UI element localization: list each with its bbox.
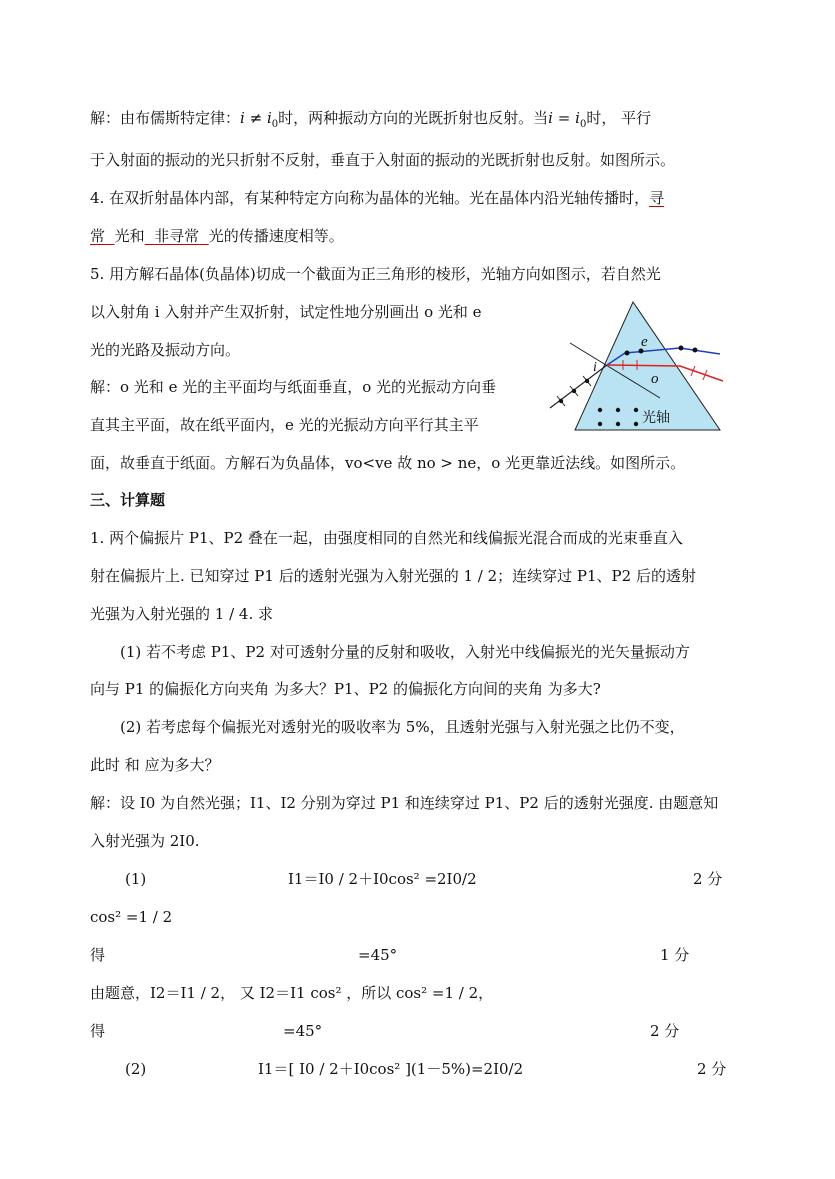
- q5-line1: 5. 用方解石晶体(负晶体)切成一个截面为正三角形的棱形，光轴方向如图示，若自然光: [90, 265, 661, 283]
- axis-dot: [616, 408, 620, 412]
- calc1-line3: 光强为入射光强的 1 / 4. 求: [90, 605, 273, 623]
- answer3-line2: 于入射面的振动的光只折射不反射，垂直于入射面的振动的光既折射也反射。如图所示。: [90, 151, 676, 169]
- q4-line1: [90, 188, 664, 208]
- sub-0: 0: [271, 119, 279, 130]
- var-i0: i: [266, 109, 272, 127]
- work-row3-label: 得: [90, 946, 106, 964]
- label-axis: 光轴: [642, 410, 670, 426]
- work-row2: cos² =1 / 2: [90, 908, 173, 926]
- work-row6-equation: I1＝[ I0 / 2＋I0cos² ](1－5%)=2I0/2: [258, 1060, 524, 1078]
- prism-figure: [545, 298, 725, 434]
- work-row5-label: 得: [90, 1022, 106, 1040]
- work-row5-score: 2 分: [650, 1022, 680, 1040]
- eq-sign: =: [557, 109, 571, 127]
- answer3-text-mid: 时，两种振动方向的光既折射也反射。当: [278, 109, 549, 127]
- work-row3-score: 1 分: [660, 946, 690, 964]
- q4-line2: [90, 226, 344, 246]
- q4-text: 4. 在双折射晶体内部，有某种特定方向称为晶体的光轴。光在晶体内沿光轴传播时，: [90, 189, 650, 207]
- work-row6-score: 2 分: [697, 1060, 727, 1078]
- work-row1-label: (1): [125, 870, 147, 888]
- incident-dot: [559, 399, 563, 403]
- var-i: i: [240, 109, 245, 127]
- neq-sign: ≠: [249, 109, 263, 127]
- e-dot: [625, 351, 630, 356]
- q4-blank1-cont: 常: [90, 227, 106, 245]
- q5-sol2: 直其主平面，故在纸平面内，e 光的光振动方向平行其主平: [90, 416, 479, 434]
- q4-mid: 光和: [114, 227, 145, 245]
- q5-line3: 光的光路及振动方向。: [90, 341, 241, 359]
- axis-dot: [616, 422, 620, 426]
- work-row1-score: 2 分: [693, 870, 723, 888]
- calc1-solution2: 入射光强为 2I0.: [90, 832, 200, 850]
- calc1-line1: 1. 两个偏振片 P1、P2 叠在一起，由强度相同的自然光和线偏振光混合而成的光束垂直入: [90, 529, 683, 547]
- work-row4: 由题意，I2＝I1 / 2， 又 I2＝I1 cos² ，所以 cos² =1 / 2，: [90, 984, 494, 1002]
- work-row5-equation: =45°: [283, 1022, 323, 1040]
- calc1-part2b: 此时 和 应为多大？: [90, 756, 220, 774]
- answer3-line1: [90, 108, 651, 135]
- label-e: e: [641, 334, 648, 350]
- label-i: i: [593, 360, 597, 375]
- calc1-solution1: 解：设 I0 为自然光强；I1、I2 分别为穿过 P1 和连续穿过 P1、P2 后的透射光强度. 由题意知: [90, 794, 719, 812]
- var-i0: i: [575, 109, 580, 127]
- e-dot: [679, 346, 684, 351]
- axis-dot: [598, 408, 602, 412]
- work-row1-equation: I1＝I0 / 2＋I0cos² =2I0/2: [288, 870, 477, 888]
- q4-blank1: 寻: [649, 189, 665, 207]
- axis-dot: [598, 422, 602, 426]
- calc1-part2a: (2) 若考虑每个偏振光对透射光的吸收率为 5%，且透射光强与入射光强之比仍不变，: [120, 718, 685, 736]
- q5-sol3: 面，故垂直于纸面。方解石为负晶体，vo<ve 故 no > ne，o 光更靠近法线。如图所示。: [90, 454, 686, 472]
- calc1-part1b: 向与 P1 的偏振化方向夹角 为多大？P1、P2 的偏振化方向间的夹角 为多大?: [90, 680, 601, 698]
- incident-dot: [585, 379, 589, 383]
- incident-dot: [572, 389, 576, 393]
- section-title: 三、计算题: [90, 491, 166, 509]
- q4-end: 光的传播速度相等。: [208, 227, 344, 245]
- calc1-line2: 射在偏振片上. 已知穿过 P1 后的透射光强为入射光强的 1 / 2；连续穿过 P1、P2 后的透射: [90, 567, 696, 585]
- label-o: o: [651, 371, 659, 387]
- work-row3-equation: =45°: [358, 946, 398, 964]
- axis-dot: [634, 422, 638, 426]
- work-row6-label: (2): [125, 1060, 147, 1078]
- axis-dot: [634, 408, 638, 412]
- var-i: i: [548, 109, 553, 127]
- sub-0: 0: [579, 119, 587, 130]
- q4-blank2: 非寻常: [154, 227, 200, 245]
- answer3-text: 解：由布儒斯特定律：: [90, 109, 241, 127]
- q5-line2: 以入射角 i 入射并产生双折射，试定性地分别画出 o 光和 e: [90, 303, 482, 321]
- calc1-part1a: (1) 若不考虑 P1、P2 对可透射分量的反射和吸收，入射光中线偏振光的光矢量振动方: [120, 643, 690, 661]
- q5-sol1: 解：o 光和 e 光的主平面均与纸面垂直，o 光的光振动方向垂: [90, 378, 497, 396]
- e-dot: [693, 348, 698, 353]
- answer3-text-post: 时， 平行: [586, 109, 652, 127]
